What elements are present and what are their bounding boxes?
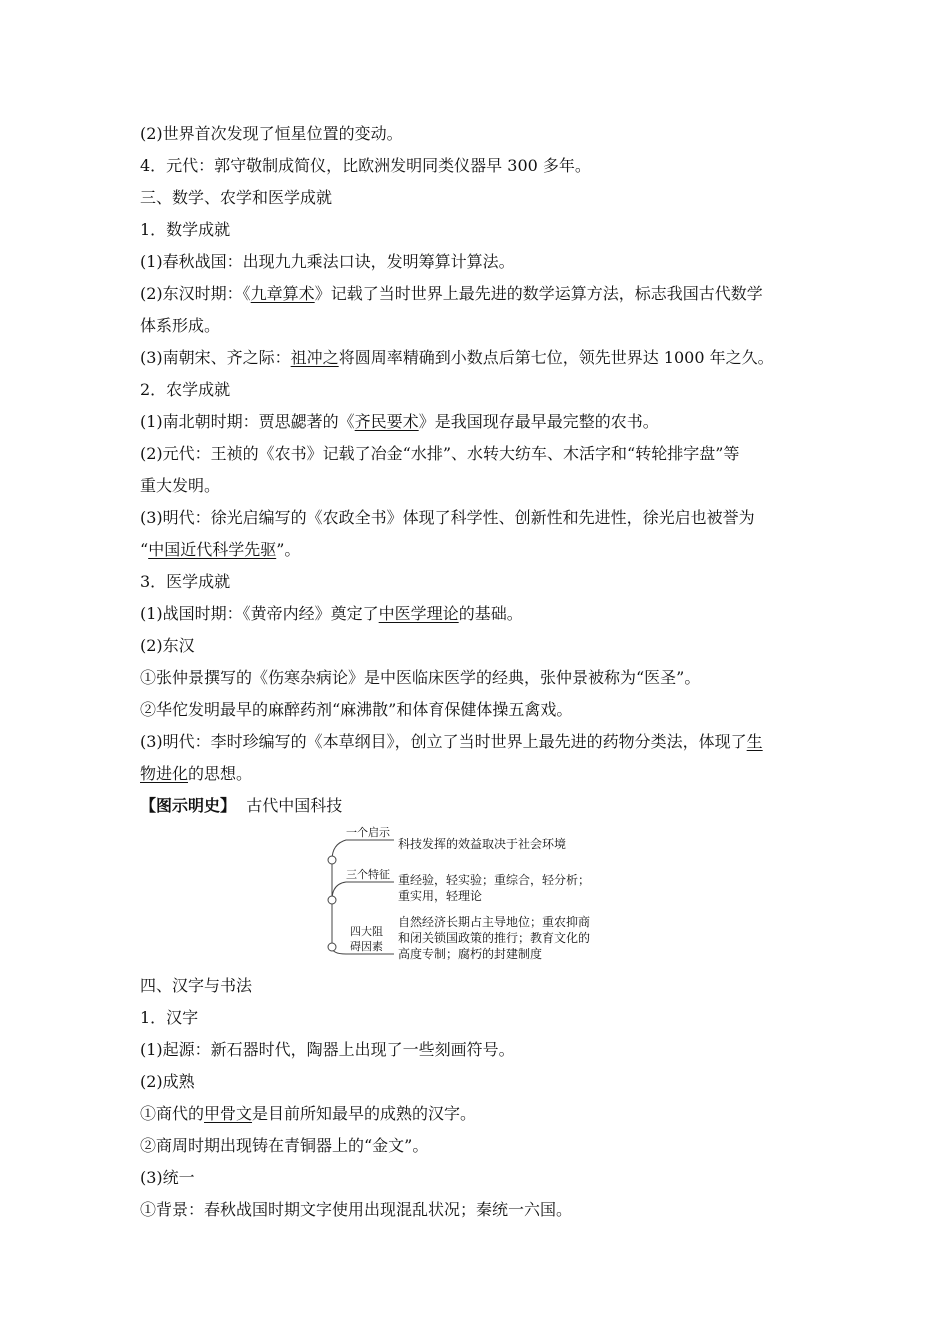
text-line: (2)东汉 (140, 636, 195, 655)
underlined-term: 祖冲之 (290, 348, 339, 367)
subsection-heading: 3．医学成就 (140, 572, 231, 591)
figure-caption: 【图示明史】 古代中国科技 (140, 796, 343, 815)
underlined-term: 物进化 (140, 764, 189, 783)
text-line: (3)统一 (140, 1168, 195, 1187)
underlined-term: 生 (746, 732, 763, 751)
subsection-heading: 1．数学成就 (140, 220, 231, 239)
underlined-term: 九章算术 (250, 284, 315, 303)
diagram-text: 科技发挥的效益取决于社会环境 (398, 837, 567, 851)
text-line: (2)成熟 (140, 1072, 195, 1091)
subsection-heading: 2．农学成就 (140, 380, 231, 399)
diagram-text: 重经验，轻实验；重综合，轻分析； (398, 873, 591, 887)
text-line: 4．元代：郭守敬制成简仪，比欧洲发明同类仪器早 300 多年。 (140, 156, 591, 175)
text-line: (2)元代：王祯的《农书》记载了冶金“水排”、水转大纺车、木活字和“转轮排字盘”等 (140, 444, 740, 463)
diagram-label: 四大阻 (350, 925, 383, 938)
text-line: ①商代的甲骨文是目前所知最早的成熟的汉字。 (140, 1104, 477, 1123)
underlined-term: 中医学理论 (378, 604, 459, 623)
underlined-term: 中国近代科学先驱 (148, 540, 277, 559)
concept-diagram (322, 822, 612, 962)
text-line: ②华佗发明最早的麻醉药剂“麻沸散”和体育保健体操五禽戏。 (140, 700, 573, 719)
text-line: (2)东汉时期：《九章算术》记载了当时世界上最先进的数学运算方法，标志我国古代数学 (140, 284, 763, 303)
branch-line (332, 840, 394, 860)
node-dot (328, 856, 336, 864)
text-line: (3)南朝宋、齐之际：祖冲之将圆周率精确到小数点后第七位，领先世界达 1000 年之久。 (140, 348, 774, 367)
text-line: (2)世界首次发现了恒星位置的变动。 (140, 124, 403, 143)
text-line: (1)战国时期：《黄帝内经》奠定了中医学理论的基础。 (140, 604, 523, 623)
diagram-label: 碍因素 (350, 940, 383, 953)
node-dot (328, 943, 336, 951)
diagram-text: 高度专制；腐朽的封建制度 (398, 947, 543, 961)
text-line: ①张仲景撰写的《伤寒杂病论》是中医临床医学的经典，张仲景被称为“医圣”。 (140, 668, 701, 687)
underlined-term: 齐民要术 (354, 412, 419, 431)
diagram-label: 三个特征 (346, 868, 390, 881)
text-line: (3)明代：徐光启编写的《农政全书》体现了科学性、创新性和先进性，徐光启也被誉为 (140, 508, 755, 527)
node-dot (328, 896, 336, 904)
text-line: (1)春秋战国：出现九九乘法口诀，发明筹算计算法。 (140, 252, 515, 271)
diagram-text: 重实用，轻理论 (398, 889, 483, 903)
text-line: (1)南北朝时期：贾思勰著的《齐民要术》是我国现存最早最完整的农书。 (140, 412, 659, 431)
branch-line (332, 882, 394, 900)
diagram-label: 一个启示 (346, 826, 390, 839)
section-heading: 三、数学、农学和医学成就 (140, 188, 333, 207)
text-line: “中国近代科学先驱”。 (140, 540, 301, 559)
caption-tag: 【图示明史】 (140, 796, 237, 815)
subsection-heading: 1．汉字 (140, 1008, 199, 1027)
underlined-term: 甲骨文 (204, 1104, 253, 1123)
section-heading: 四、汉字与书法 (140, 976, 253, 995)
text-line: ②商周时期出现铸在青铜器上的“金文”。 (140, 1136, 429, 1155)
text-line: 重大发明。 (140, 476, 221, 495)
text-line: 物进化的思想。 (140, 764, 253, 783)
text-line: ①背景：春秋战国时期文字使用出现混乱状况；秦统一六国。 (140, 1200, 573, 1219)
text-line: (3)明代：李时珍编写的《本草纲目》，创立了当时世界上最先进的药物分类法，体现了生 (140, 732, 763, 751)
text-line: (1)起源：新石器时代，陶器上出现了一些刻画符号。 (140, 1040, 515, 1059)
diagram-text: 和闭关锁国政策的推行；教育文化的 (398, 931, 591, 945)
text-line: 体系形成。 (140, 316, 221, 335)
diagram-text: 自然经济长期占主导地位；重农抑商 (398, 915, 591, 929)
